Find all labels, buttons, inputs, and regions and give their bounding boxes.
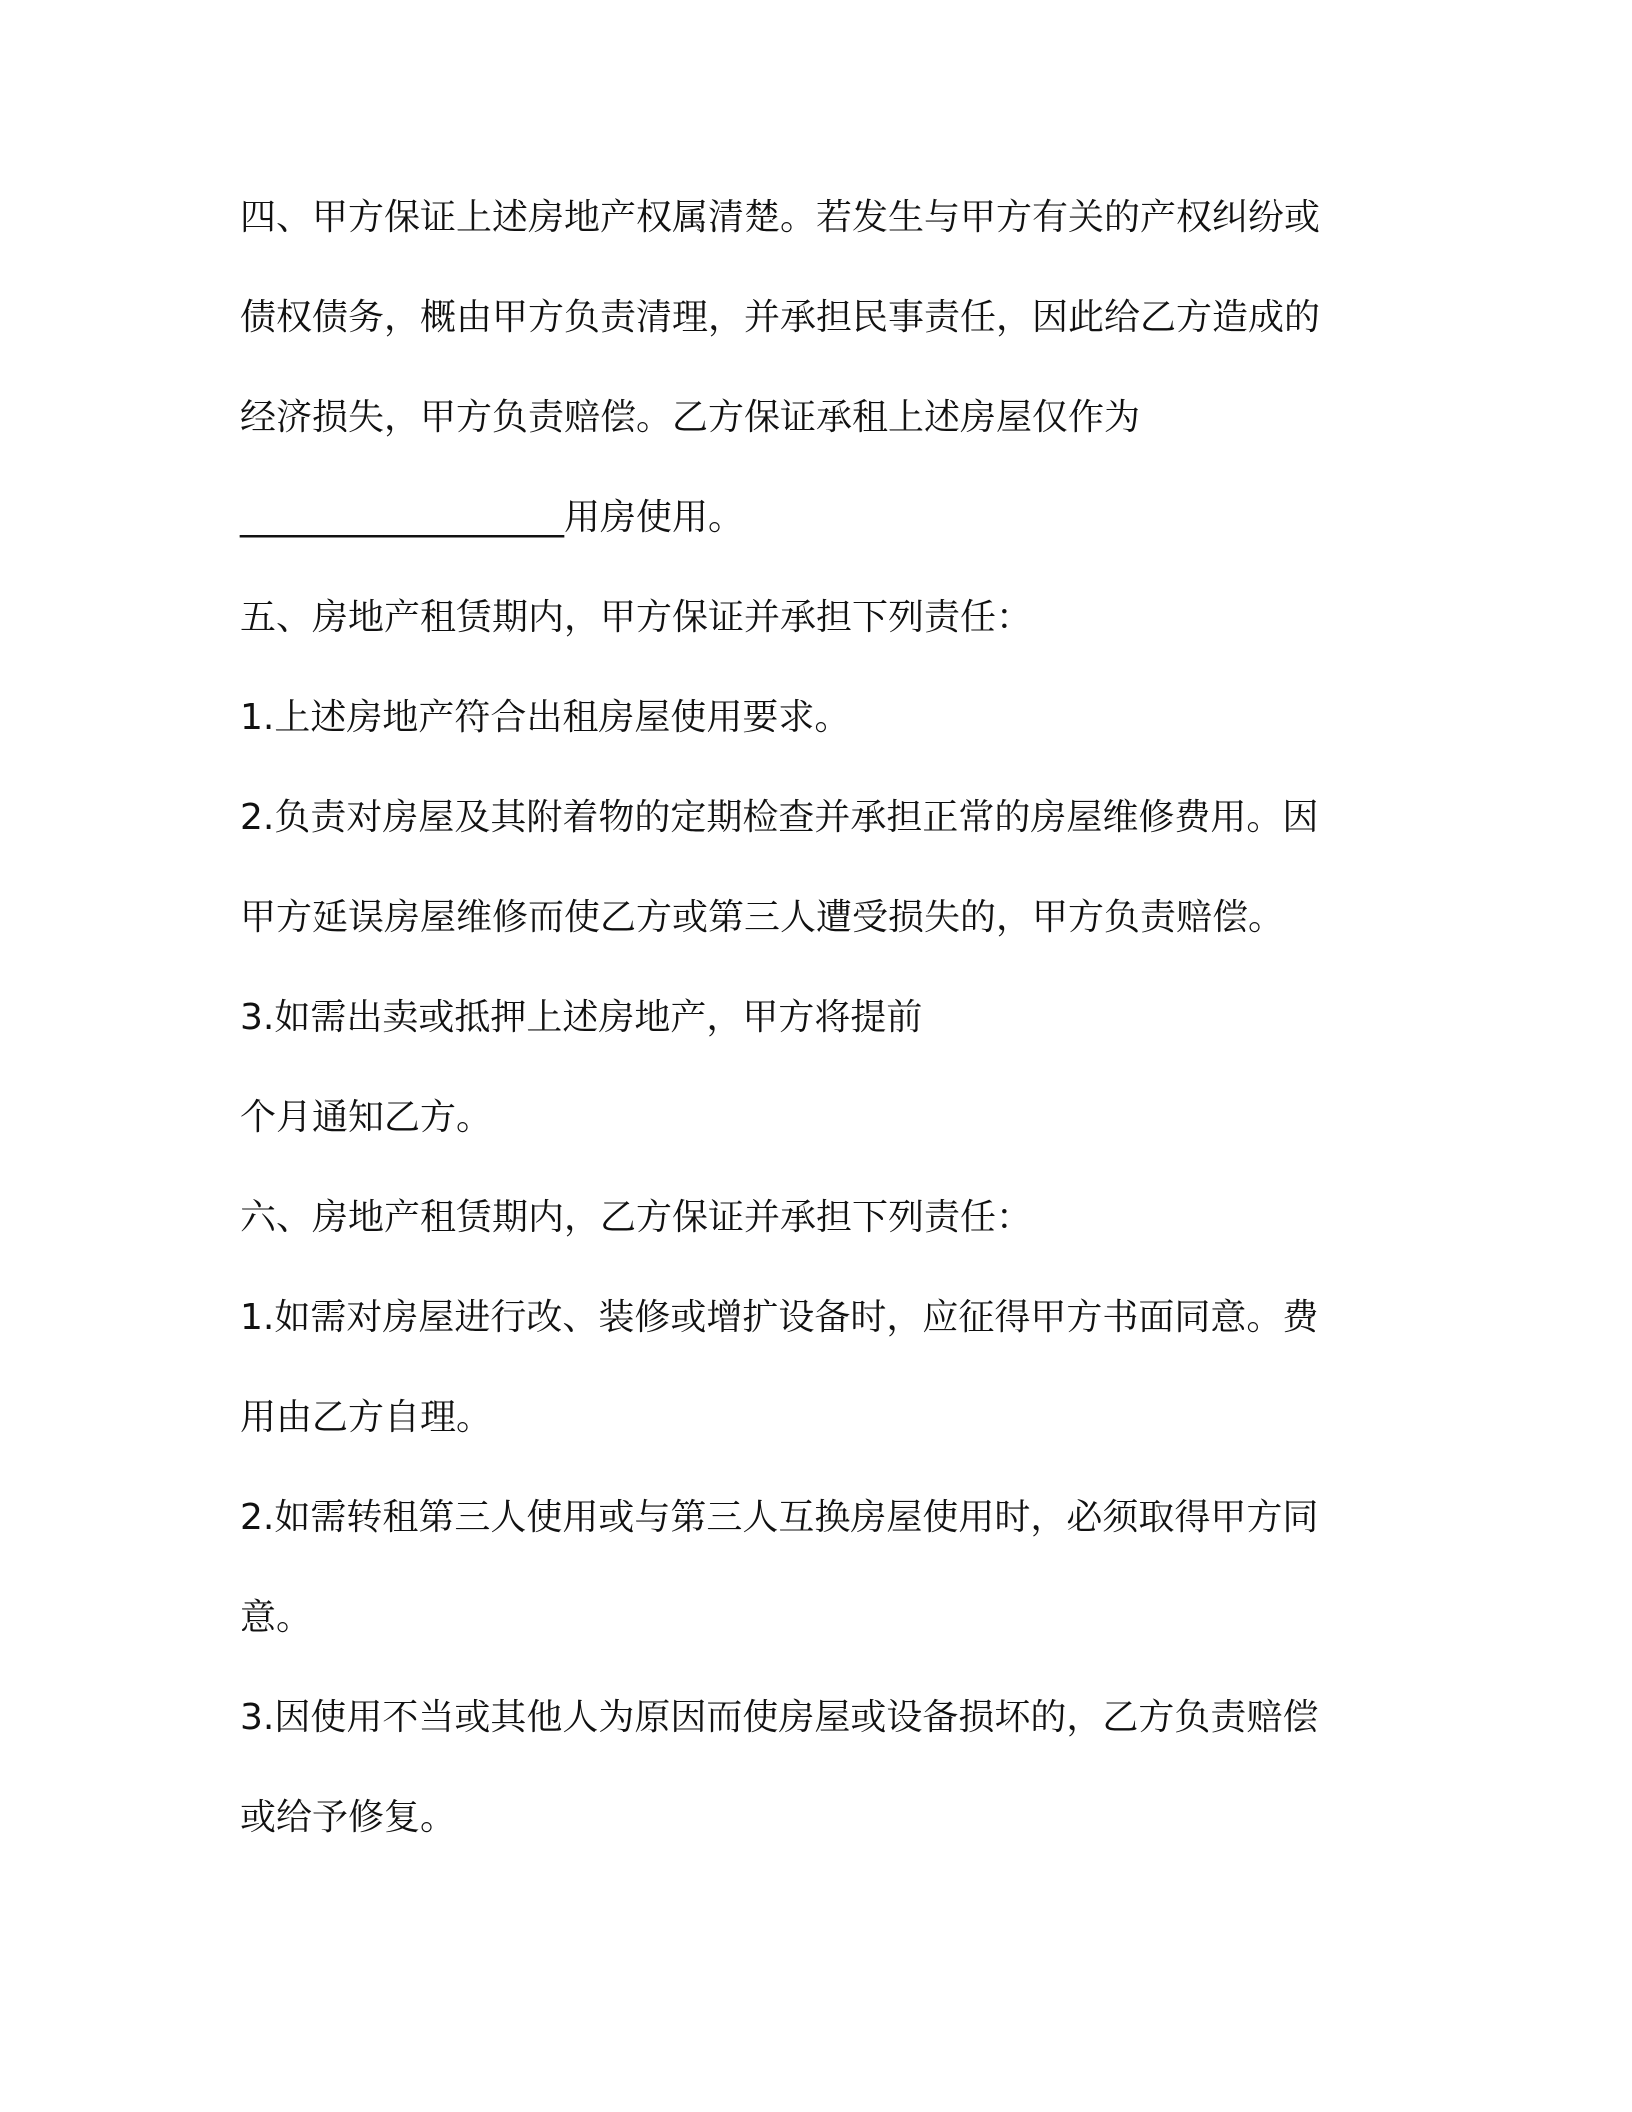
clause-6-item-2-line-2: 意。 <box>240 1597 313 1638</box>
clause-5-item-2-line-1: 2.负责对房屋及其附着物的定期检查并承担正常的房屋维修费用。因 <box>240 797 1319 838</box>
clause-6-heading: 六、房地产租赁期内，乙方保证并承担下列责任： <box>240 1197 1033 1238</box>
clause-6-item-1-line-2: 用由乙方自理。 <box>240 1397 493 1438</box>
clause-4-line-1: 四、甲方保证上述房地产权属清楚。若发生与甲方有关的产权纠纷或 <box>240 197 1321 238</box>
clause-6-item-3-line-1: 3.因使用不当或其他人为原因而使房屋或设备损坏的，乙方负责赔偿 <box>240 1697 1319 1738</box>
clause-5-item-3-line-2: 个月通知乙方。 <box>240 1097 493 1138</box>
clause-5-item-1: 1.上述房地产符合出租房屋使用要求。 <box>240 697 851 738</box>
clause-4-line-3: 经济损失，甲方负责赔偿。乙方保证承租上述房屋仅作为 <box>240 397 1141 438</box>
clause-5-item-3-line-1: 3.如需出卖或抵押上述房地产，甲方将提前 <box>240 997 923 1038</box>
clause-4-line-2: 债权债务，概由甲方负责清理，并承担民事责任，因此给乙方造成的 <box>240 297 1321 338</box>
clause-4-line-4-blank: __________________用房使用。 <box>240 497 745 538</box>
clause-6-item-2-line-1: 2.如需转租第三人使用或与第三人互换房屋使用时，必须取得甲方同 <box>240 1497 1319 1538</box>
clause-6-item-3-line-2: 或给予修复。 <box>240 1797 457 1838</box>
clause-5-item-2-line-2: 甲方延误房屋维修而使乙方或第三人遭受损失的，甲方负责赔偿。 <box>240 897 1285 938</box>
clause-6-item-1-line-1: 1.如需对房屋进行改、装修或增扩设备时，应征得甲方书面同意。费 <box>240 1297 1319 1338</box>
clause-5-heading: 五、房地产租赁期内，甲方保证并承担下列责任： <box>240 597 1033 638</box>
